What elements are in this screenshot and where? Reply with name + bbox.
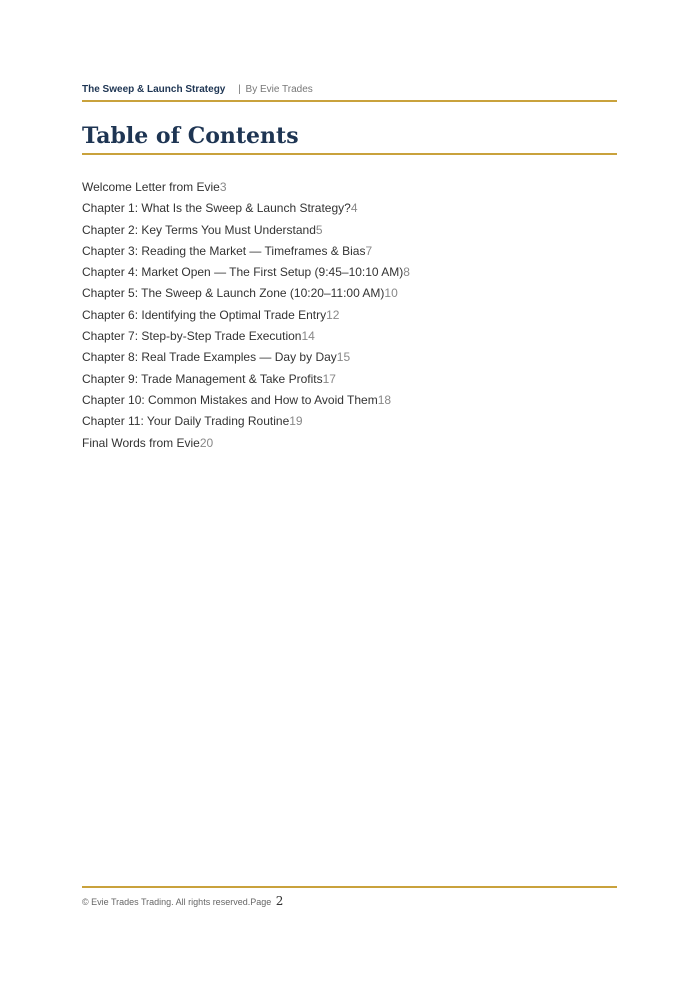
toc-entry-title: Chapter 4: Market Open — The First Setup (9:45–10:10 AM): [82, 265, 404, 280]
toc-entry-title: Chapter 6: Identifying the Optimal Trade Entry: [82, 307, 327, 322]
toc-entry-title: Chapter 11: Your Daily Trading Routine: [82, 414, 290, 429]
toc-entry-page: 8: [403, 265, 410, 280]
page-footer: [82, 886, 617, 908]
toc-entry-chapter-8[interactable]: [82, 347, 617, 368]
toc-entry-page: 18: [377, 392, 392, 407]
running-header: [82, 84, 617, 102]
toc-entry-page: 10: [384, 286, 398, 301]
toc-entry-final-words[interactable]: [82, 433, 617, 454]
toc-entry-page: 4: [350, 201, 358, 216]
toc-entry-title: Chapter 7: Step-by-Step Trade Execution: [82, 329, 302, 344]
toc-entry-title: Chapter 1: What Is the Sweep & Launch Strategy?: [82, 201, 351, 216]
footer-page-number: 2: [275, 894, 284, 908]
toc-entry-title: Chapter 9: Trade Management & Take Profits: [82, 371, 323, 386]
header-separator: |: [238, 84, 241, 95]
toc-entry-chapter-9[interactable]: [82, 369, 617, 390]
header-author: By Evie Trades: [245, 84, 313, 95]
toc-entry-page: 5: [315, 222, 323, 237]
toc-entry-page: 14: [301, 329, 315, 344]
toc-entry-page: 17: [322, 371, 336, 386]
toc-entry-title: Chapter 5: The Sweep & Launch Zone (10:20–11:00 AM): [82, 286, 385, 301]
toc-entry-chapter-11[interactable]: [82, 411, 617, 432]
toc-entry-title: Chapter 2: Key Terms You Must Understand: [82, 222, 316, 237]
toc-entry-chapter-1[interactable]: [82, 198, 617, 219]
toc-entry-page: 15: [336, 350, 351, 365]
footer-page-label: Page: [250, 897, 272, 907]
header-document-title: The Sweep & Launch Strategy: [82, 84, 226, 95]
footer-copyright: © Evie Trades Trading. All rights reserved.: [82, 897, 251, 907]
toc-entry-chapter-7[interactable]: [82, 326, 617, 347]
toc-entry-title: Chapter 8: Real Trade Examples — Day by Day: [82, 350, 337, 365]
toc-entry-title: Final Words from Evie: [82, 435, 200, 450]
toc-heading: Table of Contents: [82, 122, 617, 155]
toc-entry-chapter-4[interactable]: [82, 262, 617, 283]
toc-entry-chapter-5[interactable]: [82, 283, 617, 304]
toc-entry-page: 3: [219, 180, 227, 194]
toc-entry-chapter-6[interactable]: [82, 305, 617, 326]
toc-list: [82, 177, 617, 454]
toc-entry-page: 20: [199, 435, 214, 450]
toc-entry-title: Chapter 10: Common Mistakes and How to Avoid Them: [82, 392, 378, 407]
toc-entry-page: 7: [365, 243, 373, 258]
toc-entry-chapter-2[interactable]: [82, 220, 617, 241]
toc-entry-welcome[interactable]: [82, 177, 617, 198]
toc-entry-title: Welcome Letter from Evie: [82, 180, 220, 194]
toc-entry-page: 19: [289, 414, 303, 429]
toc-entry-chapter-10[interactable]: [82, 390, 617, 411]
toc-entry-title: Chapter 3: Reading the Market — Timeframes & Bias: [82, 243, 366, 258]
toc-entry-chapter-3[interactable]: [82, 241, 617, 262]
toc-entry-page: 12: [326, 307, 340, 322]
